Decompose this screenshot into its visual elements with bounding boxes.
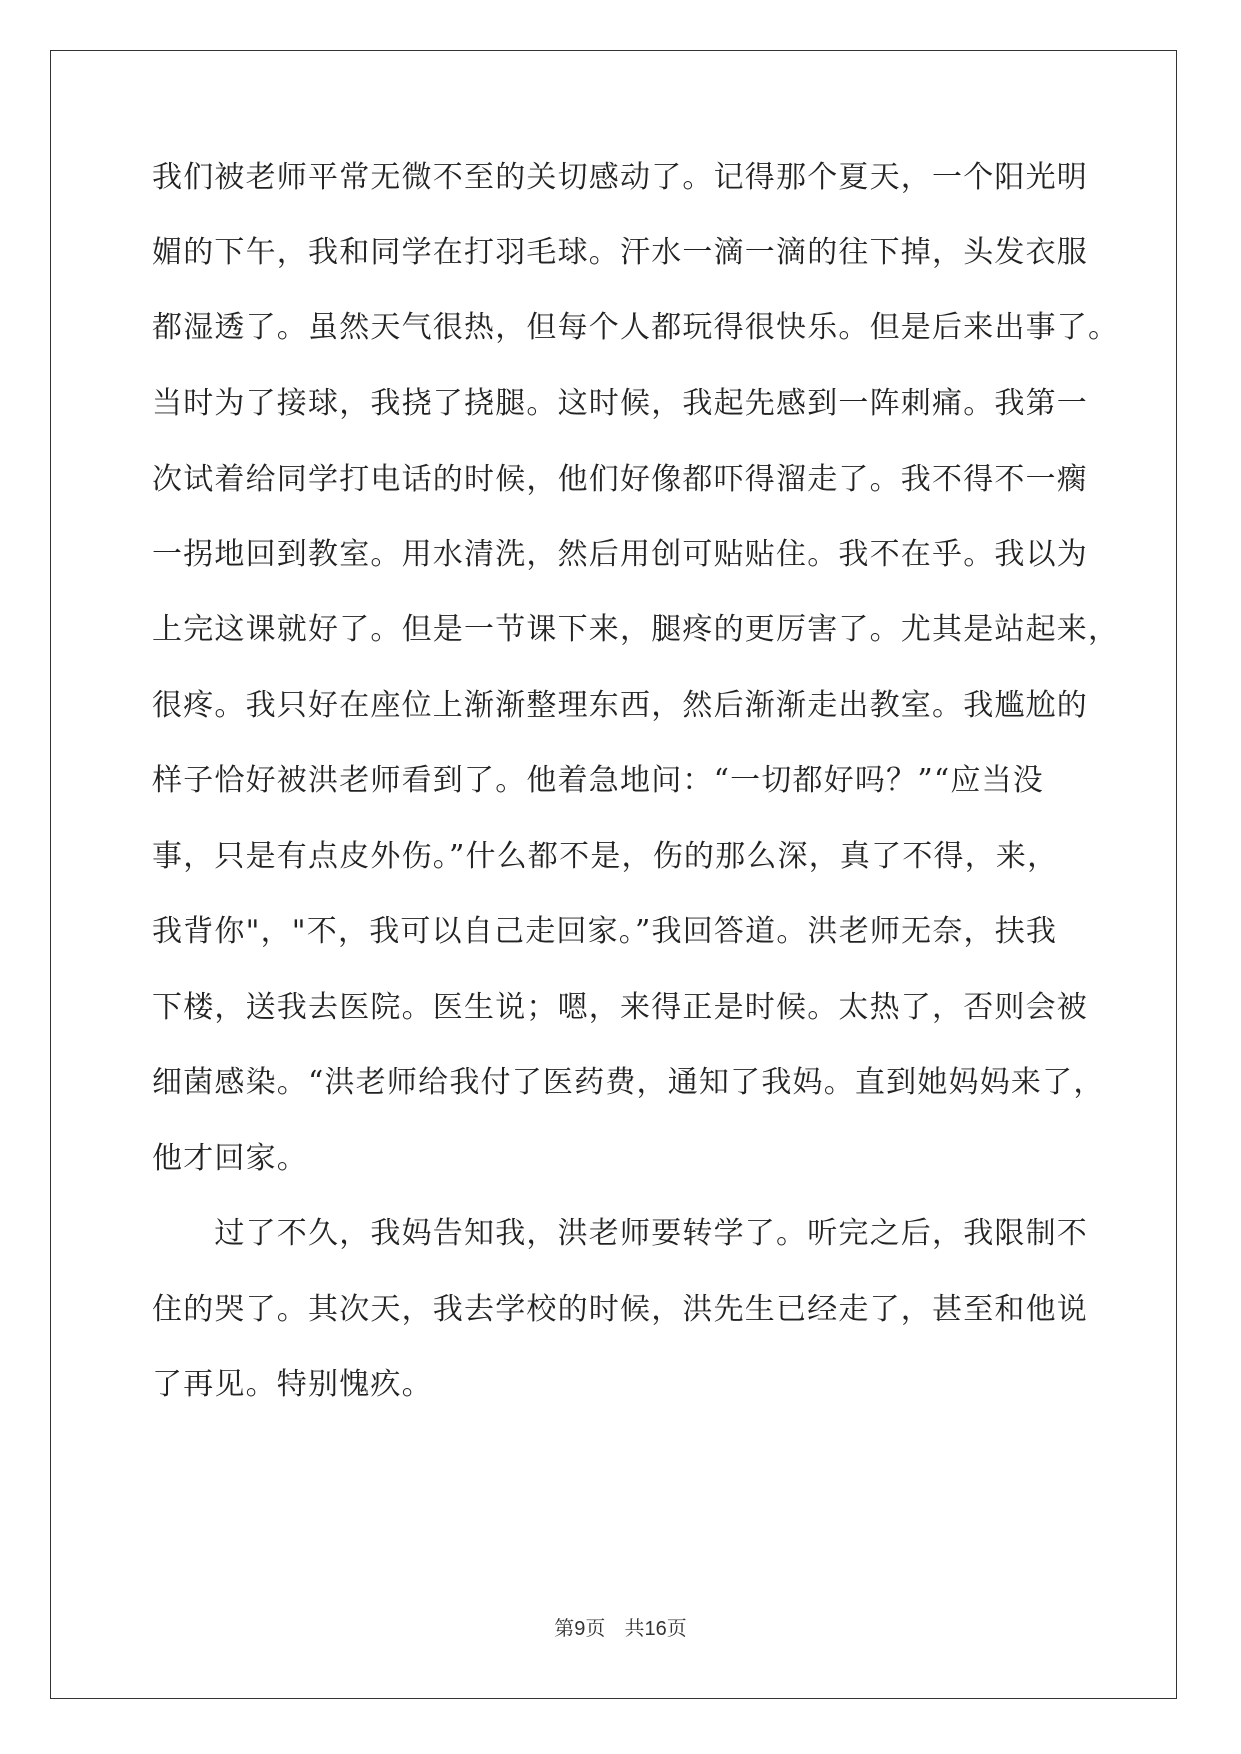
page-prefix: 第 [554, 1616, 575, 1640]
page-suffix: 页 [585, 1616, 606, 1640]
text-line: 样子恰好被洪老师看到了。他着急地问：“一切都好吗？”“应当没 [152, 763, 1045, 798]
total-pages: 16 [644, 1618, 667, 1640]
text-line: 细菌感染。“洪老师给我付了医药费，通知了我妈。直到她妈妈来了， [152, 1065, 1105, 1100]
text-line: 上完这课就好了。但是一节课下来，腿疼的更厉害了。尤其是站起来， [152, 612, 1120, 647]
text-line: 了再见。特别愧疚。 [152, 1367, 433, 1402]
text-line: 我背你"，"不，我可以自己走回家。”我回答道。洪老师无奈，扶我 [152, 914, 1058, 949]
text-line: 次试着给同学打电话的时候，他们好像都吓得溜走了。我不得不一瘸 [152, 462, 1088, 497]
total-suffix: 页 [666, 1616, 687, 1640]
text-line: 当时为了接球，我挠了挠腿。这时候，我起先感到一阵刺痛。我第一 [152, 386, 1088, 421]
page-number: 9 [574, 1618, 586, 1640]
text-line: 过了不久，我妈告知我，洪老师要转学了。听完之后，我限制不 [152, 1216, 1088, 1251]
text-line: 很疼。我只好在座位上渐渐整理东西，然后渐渐走出教室。我尴尬的 [152, 688, 1088, 723]
text-line: 都湿透了。虽然天气很热，但每个人都玩得很快乐。但是后来出事了。 [152, 310, 1120, 345]
text-line: 一拐地回到教室。用水清洗，然后用创可贴贴住。我不在乎。我以为 [152, 537, 1088, 572]
text-line: 我们被老师平常无微不至的关切感动了。记得那个夏天，一个阳光明 [152, 160, 1088, 195]
text-line: 媚的下午，我和同学在打羽毛球。汗水一滴一滴的往下掉，头发衣服 [152, 235, 1088, 270]
page-footer [0, 1612, 1241, 1641]
text-line: 他才回家。 [152, 1141, 308, 1176]
total-prefix: 共 [624, 1616, 645, 1640]
text-line: 下楼，送我去医院。医生说；嗯，来得正是时候。太热了，否则会被 [152, 990, 1088, 1025]
text-line: 住的哭了。其次天，我去学校的时候，洪先生已经走了，甚至和他说 [152, 1292, 1088, 1327]
text-line: 事，只是有点皮外伤。”什么都不是，伤的那么深，真了不得，来， [152, 839, 1059, 874]
